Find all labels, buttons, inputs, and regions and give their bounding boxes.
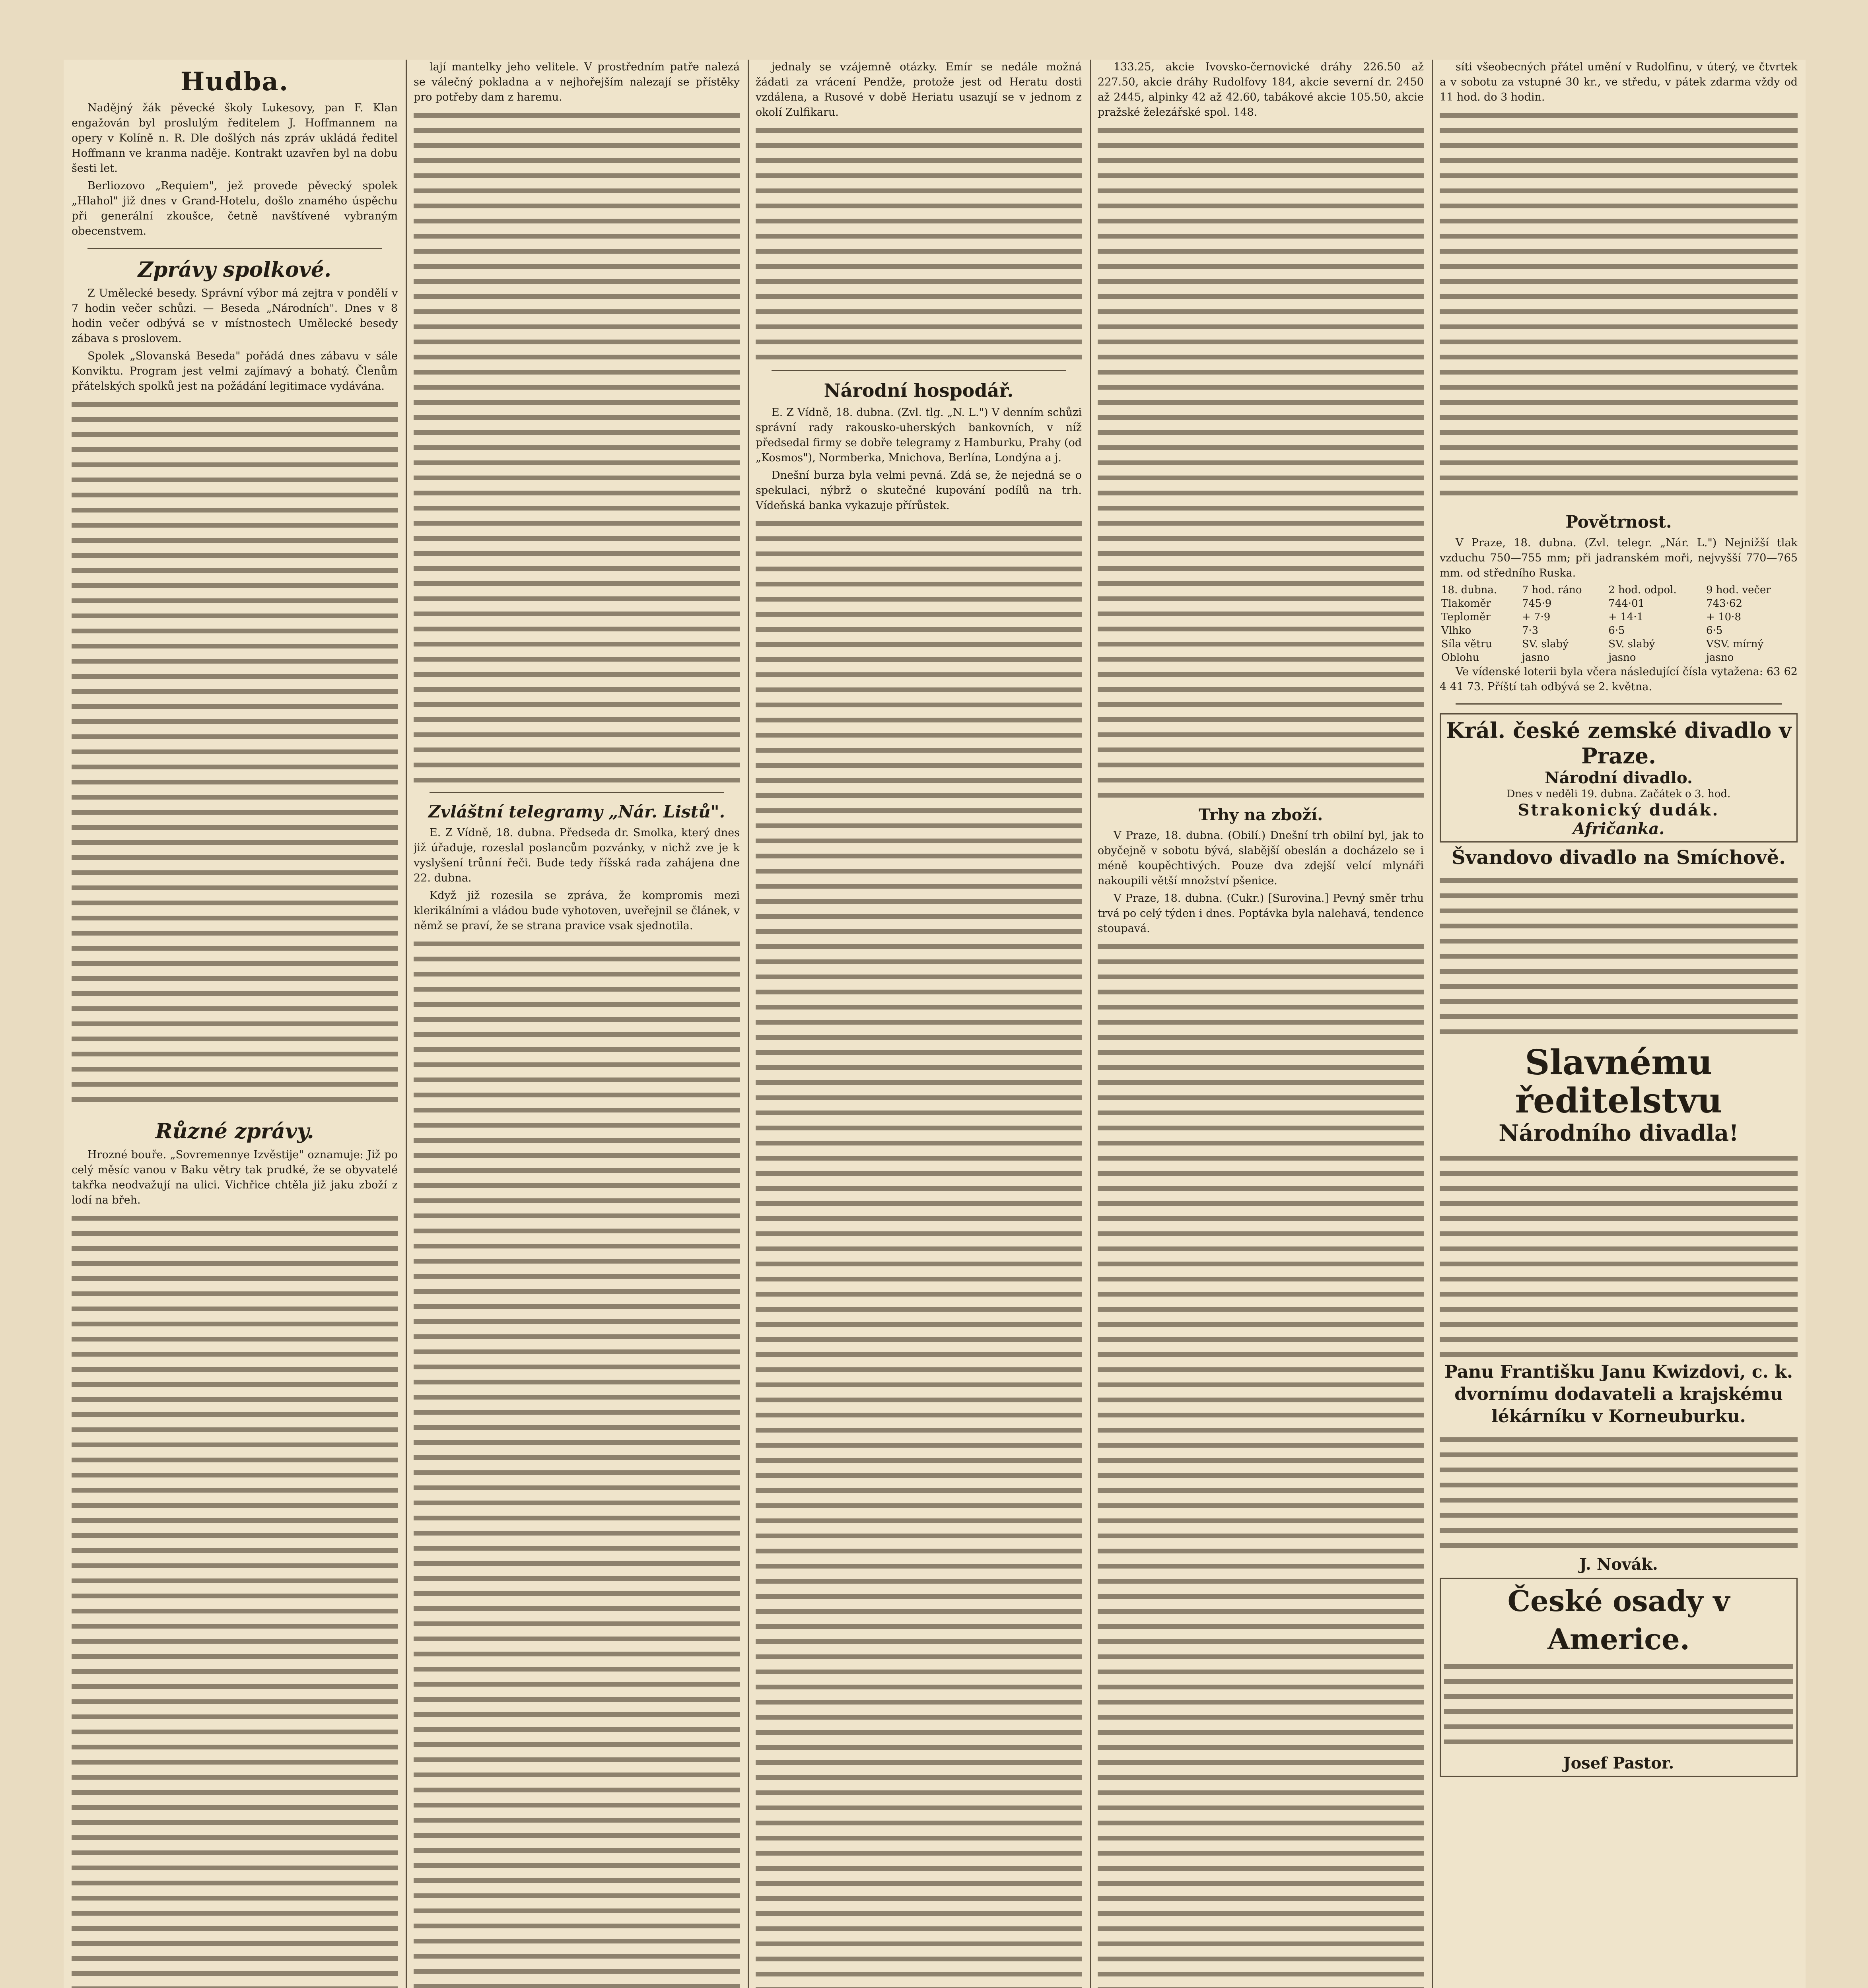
dense-text-lines [756,122,1082,361]
novak-signature [1440,1555,1798,1574]
theatre-ad-title: Král. české zemské divadlo v Praze. [1446,718,1792,769]
signature-name: J. Novák. [1579,1555,1658,1574]
text-block [1098,939,1424,1988]
table-row [1440,651,1798,664]
text-block [414,936,740,1988]
table-header-cell: 2 hod. odpol. [1608,584,1677,596]
table-cell: + 14·1 [1608,611,1644,623]
table-cell: + 7·9 [1522,611,1551,623]
section-heading-trhy-na-zbozi: Trhy na zboží. [1198,806,1323,824]
table-cell: Síla větru [1441,638,1492,650]
section-divider [87,248,382,249]
section-heading-ruzne-zpravy: Různé zprávy. [155,1119,314,1143]
table-cell: Oblohu [1441,652,1479,664]
article-paragraph: Hrozné bouře. „Sovremennye Izvěstije" oznamuje: Již po celý měsíc vanou v Baku větry tak prudké, že se obyvatelé takřka neodvažují na ulici. Vichřice chtěla již jaku zboží z lodí na břeh. [72,1149,398,1206]
table-cell: 7·3 [1522,625,1539,637]
table-header-row [1440,583,1798,597]
text-block [1440,107,1798,505]
play-title: Afričanka. [1573,819,1665,838]
dense-text-lines [414,936,740,1988]
column-5 [1440,60,1798,1988]
dense-text-lines [414,107,740,783]
dense-text-lines [1444,1658,1793,1754]
section-heading-zpravy-spolkove: Zprávy spolkové. [138,258,332,282]
book-ad-author: Josef Pastor. [1563,1754,1674,1773]
article-paragraph: E. Z Vídně, 18. dubna. (Zvl. tlg. „N. L.") V denním schůzi správní rady rakousko-uherských bankovních, v níž předsedal firmy se dobře telegramy z Hamburku, Prahy (od „Kosmos"), Normberka, Mnichova, Berlína, Londýna a j. [756,406,1082,464]
text-block [72,396,398,1112]
table-cell: SV. slabý [1608,638,1655,650]
table-cell: jasno [1522,652,1550,664]
table-cell: Teploměr [1441,611,1491,623]
column-rule [1090,60,1091,1988]
column-1 [72,60,398,1988]
section-heading-hudba: Hudba. [180,67,289,97]
article-paragraph: lají mantelky jeho velitele. V prostředním patře nalezá se válečný pokladna a v nejhořejším nalezají se přístěky pro potřeby dam z haremu. [414,61,740,103]
table-row [1440,597,1798,610]
article-paragraph: Spolek „Slovanská Beseda" pořádá dnes zábavu v sále Konviktu. Program jest velmi zajímavý a bohatý. Členům přátelských spolků jest na požádání legitimace vydávána. [72,350,398,392]
article-paragraph: jednaly se vzájemně otázky. Emír se nedále možná žádati za vrácení Pendže, protože jest od Heratu dosti vzdálena, a Rusové v době Heriatu usazují se v jednom z okolí Zulfikaru. [756,61,1082,118]
text-block [414,107,740,783]
table-cell: Tlakoměr [1441,598,1491,610]
column-rule [406,60,407,1988]
dense-text-lines [1440,1432,1798,1551]
table-cell: jasno [1706,652,1734,664]
dense-text-lines [1098,122,1424,798]
text-block [756,516,1082,1988]
lottery-notice: Ve vídenské loterii byla včera následující čísla vytažena: 63 62 4 41 73. Příští tah odbývá se 2. května. [1440,666,1798,693]
table-row [1440,637,1798,651]
table-cell: VSV. mírný [1706,638,1764,650]
weather-table [1440,583,1798,664]
dense-text-lines [72,1210,398,1988]
text-block [1098,122,1424,798]
text-block [1440,1150,1798,1357]
newspaper-page [64,60,1806,1988]
table-row [1440,624,1798,637]
table-cell: 743·62 [1706,598,1743,610]
book-ad [1440,1578,1798,1777]
dense-text-lines [1098,939,1424,1988]
table-row [1440,610,1798,624]
article-paragraph: síti všeobecných přátel umění v Rudolfinu, v úterý, ve čtvrtek a v sobotu za vstupné 30 kr., ve středu, v pátek zdarma vždy od 11 hod. do 3 hodin. [1440,61,1798,103]
section-heading-povetrnost: Povětrnost. [1565,512,1672,532]
table-cell: Vlhko [1441,625,1471,637]
section-divider [1456,703,1782,705]
section-heading-narodni-hospodar: Národní hospodář. [824,380,1014,401]
play-title: Strakonický dudák. [1518,801,1720,819]
table-cell: jasno [1608,652,1636,664]
article-paragraph: Z Umělecké besedy. Správní výbor má zejtra v pondělí v 7 hodin večer schůzi. — Beseda „Národních". Dnes v 8 hodin večer odbývá se v místnostech Umělecké besedy zábava s proslovem. [72,287,398,345]
table-cell: 6·5 [1608,625,1625,637]
section-divider [430,792,724,793]
table-header-cell: 7 hod. ráno [1522,584,1582,596]
column-rule [1432,60,1433,1988]
notice-ad [1440,1044,1798,1146]
dense-text-lines [72,396,398,1112]
column-3 [756,60,1082,1988]
article-paragraph: V Praze, 18. dubna. (Zvl. telegr. „Nár. L.") Nejnižší tlak vzduchu 750—755 mm; při jadranském moři, nejvyšší 770—765 mm. od středního Ruska. [1440,537,1798,579]
table-cell: SV. slabý [1522,638,1569,650]
table-header-cell: 18. dubna. [1441,584,1497,596]
article-paragraph: V Praze, 18. dubna. (Obilí.) Dnešní trh obilní byl, jak to obyčejně v sobotu bývá, slabější obeslán a docházelo se i méně koupěchtivých. Pouze dva zdejší velcí mlynáři nakoupili větší množství pšenice. [1098,829,1424,887]
theatre-ad-subtitle: Národní divadlo. [1545,769,1693,787]
text-block [1444,1658,1793,1754]
theatre-ad [1440,713,1798,843]
article-paragraph: 133.25, akcie Ivovsko-černovické dráhy 226.50 až 227.50, akcie dráhy Rudolfovy 184, akcie severní dr. 2450 až 2445, alpinky 42 až 42.60, tabákové akcie 105.50, akcie pražské železářské spol. 148. [1098,61,1424,118]
article-paragraph: V Praze, 18. dubna. (Cukr.) [Surovina.] Pevný směr trhu trvá po celý týden i dnes. Poptávka byla nalehavá, tendence stoupavá. [1098,892,1424,935]
column-rule [748,60,749,1988]
table-header-cell: 9 hod. večer [1706,584,1771,596]
table-cell: + 10·8 [1706,611,1741,623]
dense-text-lines [1440,873,1798,1040]
article-paragraph: Dnešní burza byla velmi pevná. Zdá se, že nejedná se o spekulaci, nýbrž o skutečné kupování podílů na trh. Vídeňská banka vykazuje přírůstek. [756,469,1082,512]
column-4 [1098,60,1424,1988]
theatre-ad-date: Dnes v neděli 19. dubna. Začátek o 3. hod. [1506,788,1731,800]
text-block [1440,873,1798,1040]
section-divider [772,370,1066,371]
table-cell: 6·5 [1706,625,1723,637]
notice-ad-title: Slavnému ředitelstvu [1515,1043,1722,1121]
theatre-ad-title: Švandovo divadlo na Smíchově. [1452,846,1786,869]
section-heading-telegramy-1: Zvláštní telegramy „Nár. Listů". [428,802,725,821]
article-paragraph: Nadějný žák pěvecké školy Lukesovy, pan F. Klan engažován byl proslulým ředitelem J. Hoffmannem na opery v Kolíně n. R. Dle došlých nás zpráv ukládá ředitel Hoffmann ve kranma naděje. Kontrakt uzavřen byl na dobu šesti let. [72,102,398,175]
text-block [756,122,1082,361]
book-ad-title: České osady v Americe. [1507,1584,1730,1656]
article-paragraph: E. Z Vídně, 18. dubna. Předseda dr. Smolka, který dnes již úřaduje, rozeslal poslancům pozvánky, v nichž zve je k vyslyšení trůnní řeči. Bude tedy říšská rada zahájena dne 22. dubna. [414,827,740,884]
kwizda-ad-title: Panu Františku Janu Kwizdovi, c. k. dvornímu dodavateli a krajskému lékárníku v Korneuburku. [1444,1362,1793,1427]
article-paragraph: Berliozovo „Requiem", jež provede pěvecký spolek „Hlahol" již dnes v Grand-Hotelu, došlo znamého úspěchu při generální zkoušce, četně navštívené vybraným obecenstvem. [72,180,398,237]
notice-ad-subtitle: Národního divadla! [1499,1120,1739,1146]
article-paragraph: Když již rozesila se zpráva, že kompromis mezi klerikálními a vládou bude vyhotoven, uveřejnil se článek, v němž se praví, že se strana pravice vsak sjednotila. [414,889,740,932]
dense-text-lines [1440,1150,1798,1357]
column-2 [414,60,740,1988]
text-block [72,1210,398,1988]
dense-text-lines [756,516,1082,1988]
table-cell: 745·9 [1522,598,1552,610]
dense-text-lines [1440,107,1798,505]
table-cell: 744·01 [1608,598,1645,610]
theatre-ad-smichov [1440,846,1798,869]
text-block [1440,1432,1798,1551]
kwizda-ad [1440,1361,1798,1428]
